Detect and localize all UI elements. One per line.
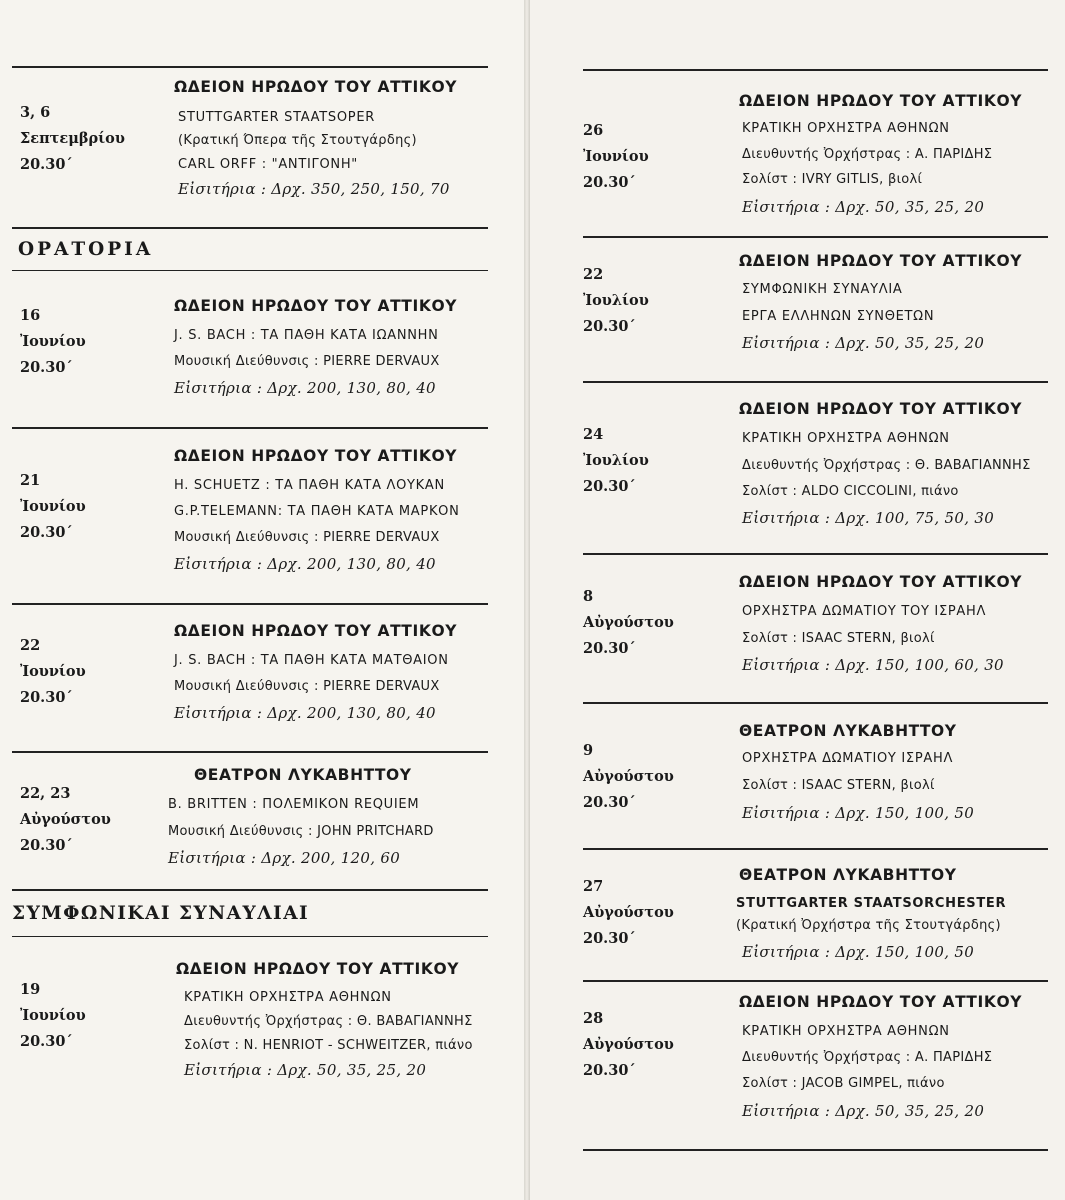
rule: [583, 236, 1048, 238]
event-line: Σολίστ : ALDO CICCOLINI, πιάνο: [742, 484, 959, 499]
date-time: 20.30΄: [583, 640, 636, 657]
event-date: [583, 262, 649, 340]
event-line: ΣΥΜΦΩΝΙΚΗ ΣΥΝΑΥΛΙΑ: [742, 282, 903, 297]
date-day: 22, 23: [20, 785, 71, 802]
rule: [12, 227, 488, 229]
rule: [583, 702, 1048, 704]
rule: [583, 848, 1048, 850]
tickets-line: Εἰσιτήρια : Δρχ. 150, 100, 50: [742, 943, 975, 961]
date-time: 20.30΄: [20, 1033, 73, 1050]
date-month: Αὐγούστου: [583, 1036, 674, 1053]
event-date: [20, 781, 111, 859]
date-time: 20.30΄: [20, 689, 73, 706]
tickets-line: Εἰσιτήρια : Δρχ. 200, 130, 80, 40: [174, 379, 436, 397]
event-date: [583, 584, 674, 662]
tickets-line: Εἰσιτήρια : Δρχ. 200, 130, 80, 40: [174, 704, 436, 722]
event-line: G.P.TELEMANN: ΤΑ ΠΑΘΗ ΚΑΤΑ ΜΑΡΚΟΝ: [174, 504, 460, 519]
date-day: 28: [583, 1010, 604, 1027]
date-day: 8: [583, 588, 594, 605]
rule: [12, 936, 488, 937]
event-date: [20, 303, 86, 381]
event-line: Διευθυντής Ὀρχήστρας : Α. ΠΑΡΙΔΗΣ: [742, 1050, 993, 1065]
rule: [12, 751, 488, 753]
venue-title: ΩΔΕΙΟΝ ΗΡΩΔΟΥ ΤΟΥ ΑΤΤΙΚΟΥ: [739, 573, 1023, 591]
venue-title: ΩΔΕΙΟΝ ΗΡΩΔΟΥ ΤΟΥ ΑΤΤΙΚΟΥ: [174, 447, 458, 465]
venue-title: ΘΕΑΤΡΟΝ ΛΥΚΑΒΗΤΤΟΥ: [739, 722, 957, 740]
date-time: 20.30΄: [583, 794, 636, 811]
event-date: [583, 1006, 674, 1084]
event-line: ΚΡΑΤΙΚΗ ΟΡΧΗΣΤΡΑ ΑΘΗΝΩΝ: [184, 990, 392, 1005]
date-month: Σεπτεμβρίου: [20, 130, 125, 147]
event-line: ΟΡΧΗΣΤΡΑ ΔΩΜΑΤΙΟΥ ΙΣΡΑΗΛ: [742, 751, 954, 766]
tickets-line: Εἰσιτήρια : Δρχ. 150, 100, 50: [742, 804, 975, 822]
date-day: 9: [583, 742, 594, 759]
event-line: Διευθυντής Ὀρχήστρας : Α. ΠΑΡΙΔΗΣ: [742, 147, 993, 162]
date-time: 20.30΄: [20, 524, 73, 541]
date-day: 22: [20, 637, 41, 654]
date-month: Ἰουλίου: [583, 452, 649, 469]
event-line: H. SCHUETZ : ΤΑ ΠΑΘΗ ΚΑΤΑ ΛΟΥΚΑΝ: [174, 478, 445, 493]
tickets-line: Εἰσιτήρια : Δρχ. 200, 130, 80, 40: [174, 555, 436, 573]
rule: [583, 980, 1048, 982]
tickets-line: Εἰσιτήρια : Δρχ. 50, 35, 25, 20: [742, 198, 985, 216]
date-month: Ἰουνίου: [20, 333, 86, 350]
event-date: [583, 118, 649, 196]
event-line: (Κρατική Όπερα τῆς Στουτγάρδης): [178, 133, 417, 148]
event-date: [20, 633, 86, 711]
event-line: (Κρατική Ὀρχήστρα τῆς Στουτγάρδης): [736, 918, 1001, 933]
date-time: 20.30΄: [583, 318, 636, 335]
date-day: 24: [583, 426, 604, 443]
event-line: ΚΡΑΤΙΚΗ ΟΡΧΗΣΤΡΑ ΑΘΗΝΩΝ: [742, 121, 950, 136]
rule: [583, 381, 1048, 383]
venue-title: ΩΔΕΙΟΝ ΗΡΩΔΟΥ ΤΟΥ ΑΤΤΙΚΟΥ: [174, 297, 458, 315]
tickets-line: Εἰσιτήρια : Δρχ. 150, 100, 60, 30: [742, 656, 1004, 674]
event-line: J. S. BACH : ΤΑ ΠΑΘΗ ΚΑΤΑ ΜΑΤΘΑΙΟΝ: [174, 653, 449, 668]
date-month: Ἰουνίου: [583, 148, 649, 165]
event-date: [583, 738, 674, 816]
rule: [12, 889, 488, 891]
venue-title: ΩΔΕΙΟΝ ΗΡΩΔΟΥ ΤΟΥ ΑΤΤΙΚΟΥ: [739, 92, 1023, 110]
event-line: Σολίστ : IVRY GITLIS, βιολί: [742, 172, 923, 187]
event-line: ΚΡΑΤΙΚΗ ΟΡΧΗΣΤΡΑ ΑΘΗΝΩΝ: [742, 1024, 950, 1039]
tickets-line: Εἰσιτήρια : Δρχ. 100, 75, 50, 30: [742, 509, 995, 527]
event-line: Διευθυντής Ὀρχήστρας : Θ. ΒΑΒΑΓΙΑΝΝΗΣ: [742, 458, 1031, 473]
tickets-line: Εἰσιτήρια : Δρχ. 200, 120, 60: [168, 849, 401, 867]
venue-title: ΩΔΕΙΟΝ ΗΡΩΔΟΥ ΤΟΥ ΑΤΤΙΚΟΥ: [174, 622, 458, 640]
event-line: J. S. BACH : ΤΑ ΠΑΘΗ ΚΑΤΑ ΙΩΑΝΝΗΝ: [174, 328, 439, 343]
event-line: Σολίστ : ISAAC STERN, βιολί: [742, 631, 935, 646]
event-line: Σολίστ : JACOB GIMPEL, πιάνο: [742, 1076, 945, 1091]
venue-title: ΩΔΕΙΟΝ ΗΡΩΔΟΥ ΤΟΥ ΑΤΤΙΚΟΥ: [174, 78, 458, 96]
venue-title: ΘΕΑΤΡΟΝ ΛΥΚΑΒΗΤΤΟΥ: [194, 766, 412, 784]
tickets-line: Εἰσιτήρια : Δρχ. 50, 35, 25, 20: [742, 1102, 985, 1120]
rule: [12, 603, 488, 605]
tickets-line: Εἰσιτήρια : Δρχ. 350, 250, 150, 70: [178, 180, 450, 198]
date-time: 20.30΄: [583, 1062, 636, 1079]
event-line: Διευθυντής Ὀρχήστρας : Θ. ΒΑΒΑΓΙΑΝΝΗΣ: [184, 1014, 473, 1029]
date-month: Ἰουνίου: [20, 498, 86, 515]
tickets-line: Εἰσιτήρια : Δρχ. 50, 35, 25, 20: [184, 1061, 427, 1079]
venue-title: ΘΕΑΤΡΟΝ ΛΥΚΑΒΗΤΤΟΥ: [739, 866, 957, 884]
date-day: 3, 6: [20, 104, 51, 121]
date-month: Ἰουνίου: [20, 1007, 86, 1024]
page-fold: [524, 0, 530, 1200]
event-line: STUTTGARTER STAATSORCHESTER: [736, 896, 1007, 911]
date-time: 20.30΄: [20, 359, 73, 376]
venue-title: ΩΔΕΙΟΝ ΗΡΩΔΟΥ ΤΟΥ ΑΤΤΙΚΟΥ: [739, 993, 1023, 1011]
event-date: [20, 468, 86, 546]
event-date: [583, 422, 649, 500]
event-line: Μουσική Διεύθυνσις : PIERRE DERVAUX: [174, 354, 440, 369]
event-line: Μουσική Διεύθυνσις : PIERRE DERVAUX: [174, 530, 440, 545]
tickets-line: Εἰσιτήρια : Δρχ. 50, 35, 25, 20: [742, 334, 985, 352]
venue-title: ΩΔΕΙΟΝ ΗΡΩΔΟΥ ΤΟΥ ΑΤΤΙΚΟΥ: [176, 960, 460, 978]
rule: [583, 69, 1048, 71]
event-line: Μουσική Διεύθυνσις : PIERRE DERVAUX: [174, 679, 440, 694]
date-day: 26: [583, 122, 604, 139]
date-day: 27: [583, 878, 604, 895]
date-time: 20.30΄: [583, 478, 636, 495]
date-time: 20.30΄: [583, 174, 636, 191]
date-day: 19: [20, 981, 41, 998]
event-line: Μουσική Διεύθυνσις : JOHN PRITCHARD: [168, 824, 434, 839]
section-heading-oratorio: ΟΡΑΤΟΡΙΑ: [18, 239, 154, 260]
date-day: 16: [20, 307, 41, 324]
date-time: 20.30΄: [583, 930, 636, 947]
rule: [583, 1149, 1048, 1151]
venue-title: ΩΔΕΙΟΝ ΗΡΩΔΟΥ ΤΟΥ ΑΤΤΙΚΟΥ: [739, 400, 1023, 418]
venue-title: ΩΔΕΙΟΝ ΗΡΩΔΟΥ ΤΟΥ ΑΤΤΙΚΟΥ: [739, 252, 1023, 270]
date-month: Αὐγούστου: [583, 768, 674, 785]
event-line: Σολίστ : N. HENRIOT - SCHWEITZER, πιάνο: [184, 1038, 473, 1053]
event-line: ΚΡΑΤΙΚΗ ΟΡΧΗΣΤΡΑ ΑΘΗΝΩΝ: [742, 431, 950, 446]
rule: [583, 553, 1048, 555]
rule: [12, 427, 488, 429]
date-day: 21: [20, 472, 41, 489]
date-time: 20.30΄: [20, 837, 73, 854]
date-month: Αὐγούστου: [20, 811, 111, 828]
event-line: STUTTGARTER STAATSOPER: [178, 110, 375, 125]
date-day: 22: [583, 266, 604, 283]
date-month: Αὐγούστου: [583, 904, 674, 921]
date-month: Ἰουλίου: [583, 292, 649, 309]
date-month: Ἰουνίου: [20, 663, 86, 680]
rule: [12, 66, 488, 68]
event-line: ΕΡΓΑ ΕΛΛΗΝΩΝ ΣΥΝΘΕΤΩΝ: [742, 309, 935, 324]
event-line: CARL ORFF : "ANTIΓONH": [178, 157, 358, 172]
event-date: [583, 874, 674, 952]
section-heading-symphonic: ΣΥΜΦΩΝΙΚΑΙ ΣΥΝΑΥΛΙΑΙ: [12, 903, 310, 924]
event-line: B. BRITTEN : ΠΟΛΕΜΙΚΟΝ REQUIEM: [168, 797, 420, 812]
date-month: Αὐγούστου: [583, 614, 674, 631]
event-date: [20, 100, 125, 178]
event-line: ΟΡΧΗΣΤΡΑ ΔΩΜΑΤΙΟΥ ΤΟΥ ΙΣΡΑΗΛ: [742, 604, 987, 619]
event-date: [20, 977, 86, 1055]
event-line: Σολίστ : ISAAC STERN, βιολί: [742, 778, 935, 793]
rule: [12, 270, 488, 271]
date-time: 20.30΄: [20, 156, 73, 173]
